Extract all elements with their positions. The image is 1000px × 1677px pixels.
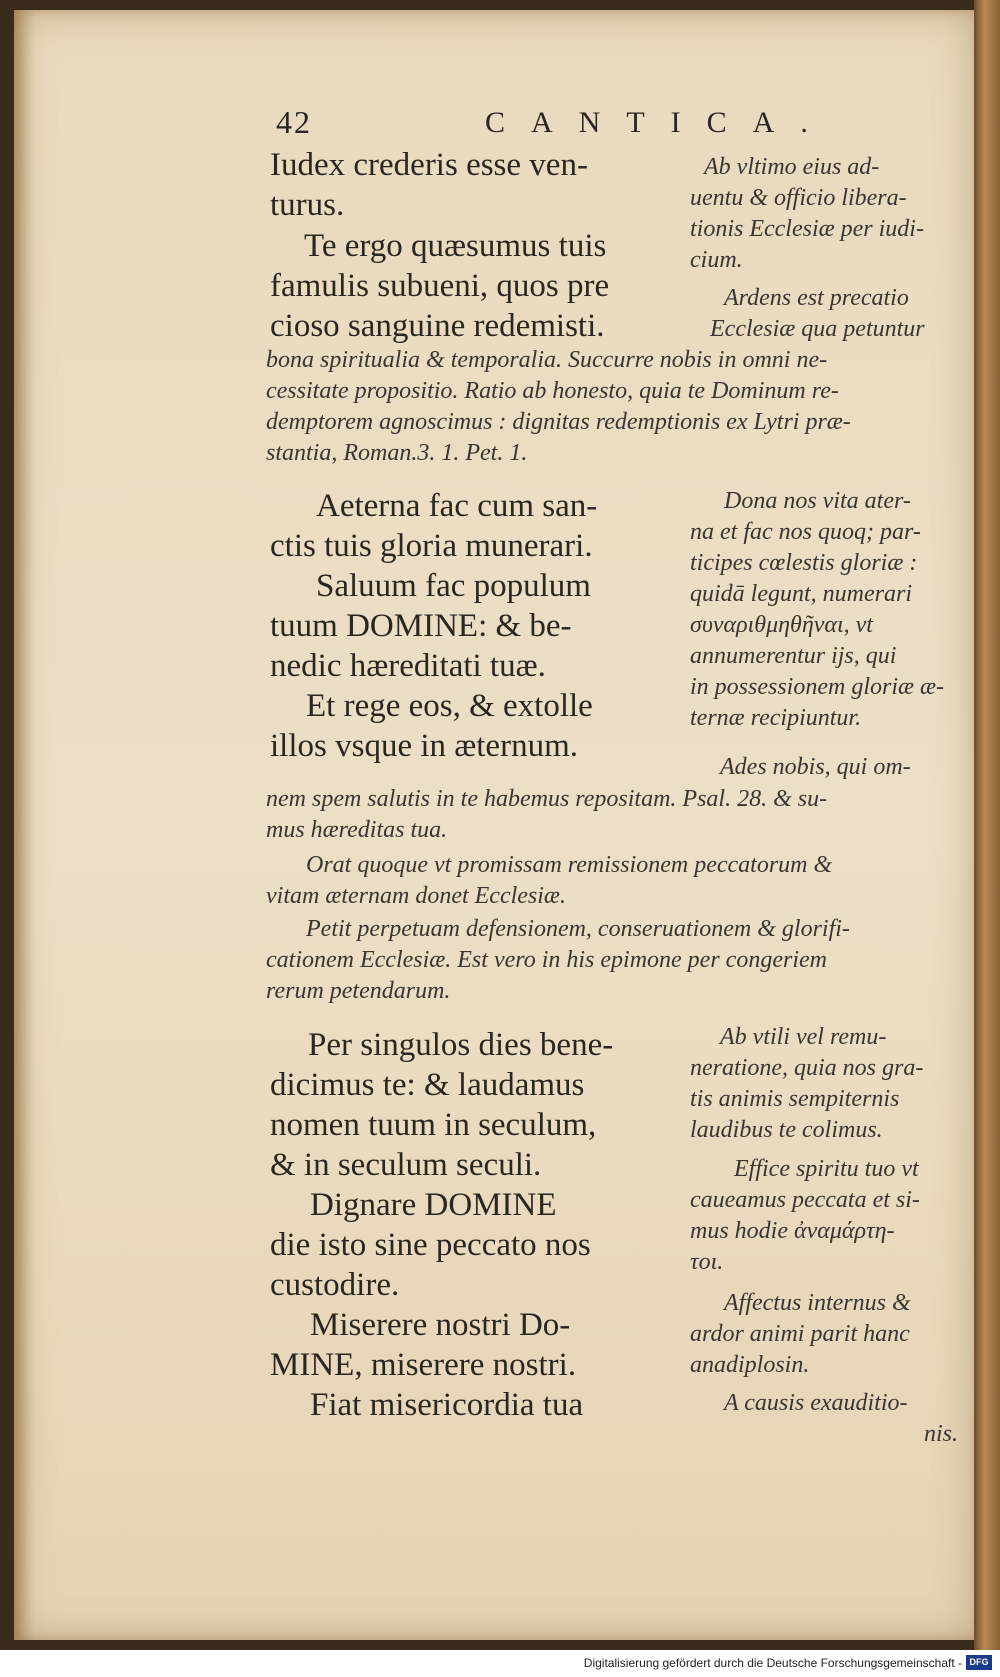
note-line: cessitate propositio. Ratio ab honesto, quia te Dominum re- (266, 378, 839, 404)
text-line: Et rege eos, & extolle (306, 688, 593, 724)
note-line: Effice spiritu tuo vt (734, 1156, 919, 1182)
text-line: ctis tuis gloria munerari. (270, 528, 593, 564)
margin-note (710, 283, 925, 345)
main-text-block (270, 566, 591, 686)
note-line: annumerentur ijs, qui (690, 643, 897, 669)
note-line: ticipes cœlestis gloriæ : (690, 550, 918, 576)
note-line: Dona nos vita ater- (724, 488, 911, 514)
wide-note (266, 784, 827, 846)
text-line: cioso sanguine redemisti. (270, 308, 605, 344)
note-line: cationem Ecclesiæ. Est vero in his epimone per congeriem (266, 947, 827, 973)
note-line: nem spem salutis in te habemus repositam. Psal. 28. & su- (266, 786, 828, 812)
note-line: quidā legunt, numerari (690, 581, 912, 607)
text-line: tuum DOMINE: & be- (270, 608, 572, 644)
text-line: custodire. (270, 1267, 400, 1303)
text-line: Fiat misericordia tua (310, 1387, 584, 1423)
text-line: Saluum fac populum (316, 568, 591, 604)
margin-note (690, 1022, 923, 1146)
note-line: Ardens est precatio (724, 285, 909, 311)
text-line: dicimus te: & laudamus (270, 1067, 585, 1103)
note-line: bona spiritualia & temporalia. Succurre nobis in omni ne- (266, 347, 828, 373)
page-number: 42 (276, 104, 312, 140)
note-line: A causis exauditio- (724, 1390, 908, 1416)
text-line: Aeterna fac cum san- (316, 488, 598, 524)
note-line: Ades nobis, qui om- (720, 754, 911, 780)
text-line: nomen tuum in seculum, (270, 1107, 597, 1143)
main-text-block (270, 1185, 591, 1305)
note-line: τοι. (690, 1249, 724, 1275)
margin-note (724, 1388, 958, 1450)
main-text-block (270, 686, 593, 766)
text-line: MINE, miserere nostri. (270, 1347, 577, 1383)
note-line: Orat quoque vt promissam remissionem peccatorum & (306, 852, 833, 878)
note-line: tis animis sempiternis (690, 1086, 900, 1112)
text-line: Te ergo quæsumus tuis (304, 228, 607, 264)
running-title: CANTICA. (485, 106, 834, 139)
text-line: famulis subueni, quos pre (270, 268, 610, 304)
text-line: & in seculum seculi. (270, 1147, 542, 1183)
note-line: caueamus peccata et si- (690, 1187, 920, 1213)
footer-bar (0, 1650, 1000, 1677)
note-line: ardor animi parit hanc (690, 1321, 910, 1347)
wide-note (266, 850, 832, 912)
text-line: Dignare DOMINE (310, 1187, 557, 1223)
note-line: Petit perpetuam defensionem, conseruationem & glorifi- (306, 916, 850, 942)
funding-credit: Digitalisierung gefördert durch die Deutsche Forschungsgemeinschaft - (583, 1656, 962, 1670)
text-line: die isto sine peccato nos (270, 1227, 591, 1263)
text-line: illos vsque in æternum. (270, 728, 578, 764)
wide-note (266, 345, 851, 469)
margin-note (690, 152, 924, 276)
note-line: uentu & officio libera- (690, 185, 907, 211)
note-line: συναριθμηθῆναι, vt (690, 612, 873, 638)
main-text-block (270, 1305, 576, 1385)
main-text-block (270, 226, 609, 346)
note-line: cium. (690, 247, 743, 273)
note-line: neratione, quia nos gra- (690, 1055, 924, 1081)
main-text-block (270, 145, 588, 225)
note-line: mus hodie ἀναμάρτη- (690, 1218, 895, 1244)
text-line: nedic hæreditati tuæ. (270, 648, 546, 684)
note-line: Ecclesiæ qua petuntur (710, 316, 925, 342)
wide-note (266, 914, 850, 1007)
text-line: Per singulos dies bene- (308, 1027, 614, 1063)
text-line: turus. (270, 187, 345, 223)
margin-note (690, 486, 944, 734)
main-text-block (270, 1025, 613, 1185)
note-line: Affectus internus & (724, 1290, 911, 1316)
dfg-logo: DFG (966, 1655, 992, 1670)
text-line: Miserere nostri Do- (310, 1307, 571, 1343)
note-line: in possessionem gloriæ æ- (690, 674, 945, 700)
note-line: Ab vltimo eius ad- (704, 154, 880, 180)
margin-note (690, 1288, 911, 1381)
note-line: vitam æternam donet Ecclesiæ. (266, 883, 566, 909)
text-line: Iudex crederis esse ven- (270, 147, 588, 183)
margin-note (720, 752, 911, 783)
note-line: ternæ recipiuntur. (690, 705, 862, 731)
note-line: rerum petendarum. (266, 978, 451, 1004)
main-text-block (270, 1385, 583, 1425)
note-line: mus hæreditas tua. (266, 817, 448, 843)
note-line: stantia, Roman.3. 1. Pet. 1. (266, 440, 528, 466)
note-line: anadiplosin. (690, 1352, 810, 1378)
note-line: na et fac nos quoq; par- (690, 519, 921, 545)
note-line: laudibus te colimus. (690, 1117, 883, 1143)
book-cover-edge (974, 0, 1000, 1650)
note-line: nis. (924, 1421, 959, 1447)
margin-note (690, 1154, 920, 1278)
main-text-block (270, 486, 597, 566)
note-line: Ab vtili vel remu- (720, 1024, 887, 1050)
note-line: tionis Ecclesiæ per iudi- (690, 216, 924, 242)
note-line: demptorem agnoscimus : dignitas redemptionis ex Lytri præ- (266, 409, 851, 435)
